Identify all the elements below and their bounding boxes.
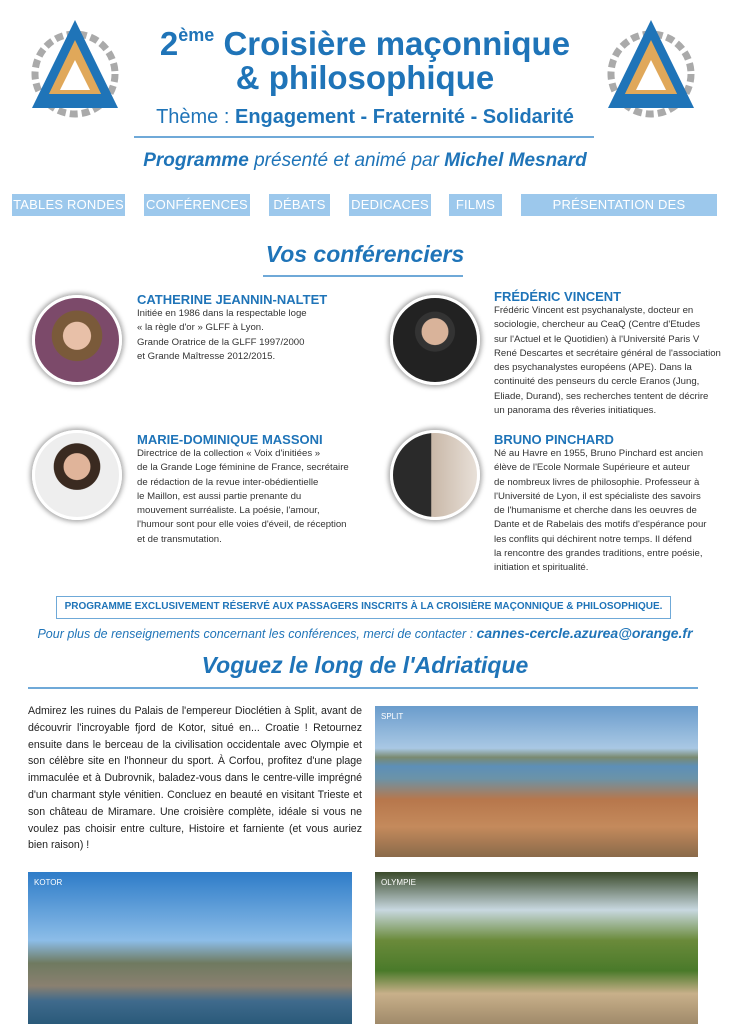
bio-line: « la règle d'or » GLFF à Lyon. [137,322,264,334]
speakers-title: Vos conférenciers [265,241,465,267]
photo-label: KOTOR [34,878,63,887]
bio-line: Eliade, Durand), ses recherches tentent de décrire [494,390,709,402]
programme-label: Programme [143,150,249,171]
contact-email[interactable]: cannes-cercle.azurea@orange.fr [476,625,693,641]
divider [263,275,463,277]
bio-line: Dante et de Rabelais des motifs d'espérance pour [494,519,707,531]
title-text: Croisière maçonnique [223,25,571,62]
photo-split [375,706,698,857]
nav-escales[interactable]: PRÉSENTATION DES ESCALES [521,194,717,216]
speaker-card [494,289,730,418]
speaker-bio [137,447,369,547]
nav-debats[interactable]: DÉBATS [269,194,330,216]
photo-kotor [28,872,352,1024]
speaker-bio [137,307,367,364]
bio-line: mouvement surréaliste. La poésie, l'amour, [137,505,320,517]
bio-line: et Grande Maîtresse 2012/2015. [137,350,276,362]
bio-line: Initiée en 1986 dans la respectable loge [137,308,307,319]
photo-label: SPLIT [381,712,404,721]
bio-line: Grande Oratrice de la GLFF 1997/2000 [137,336,305,348]
bio-line: continuité des penseurs du cercle Eranos (Jung, [494,376,700,388]
bio-line: la rencontre des grandes traditions, entre poésie, [494,548,703,560]
speaker-photo [32,430,122,520]
programme-text: présenté et animé par [248,150,445,171]
speaker-card [137,292,367,364]
speaker-name: MARIE-DOMINIQUE MASSONI [137,432,323,447]
photo-label: OLYMPIE [381,878,416,887]
bio-line: de rédaction de la revue inter-obédientielle [137,476,319,488]
theme [0,106,730,129]
nav-conferences[interactable]: CONFÉRENCES [144,194,250,216]
title-number: 2 [159,25,179,62]
bio-line: Frédéric Vincent est psychanalyste, docteur en [494,305,694,316]
title-sup: ème [178,25,215,45]
speaker-bio [494,447,730,576]
theme-text: Engagement - Fraternité - Solidarité [234,106,574,128]
programme-line [0,150,730,172]
bio-line: un panorama des rêveries initiatiques. [494,405,657,417]
bio-line: René Descartes et secrétaire général de l'association [494,347,721,359]
speaker-card [494,432,730,576]
divider [28,687,698,689]
bio-line: de l'humanisme et cherche dans les oeuvres de [494,505,697,517]
bio-line: des psychanalystes européens (APE). Dans la [494,362,692,374]
photo-olympie [375,872,698,1024]
title-line1 [0,15,730,64]
speaker-bio [494,304,730,418]
speaker-photo [390,295,480,385]
notice-box: PROGRAMME EXCLUSIVEMENT RÉSERVÉ AUX PASSAGERS INSCRITS À LA CROISIÈRE MAÇONNIQUE & PHILOSOPHIQUE. [56,596,671,619]
bio-line: et de transmutation. [137,533,222,545]
bio-line: élève de l'Ecole Normale Supérieure et auteur [494,462,690,474]
bio-line: le Maillon, est aussi partie prenante du [137,490,302,502]
speaker-card [137,432,369,547]
speaker-photo [32,295,122,385]
bio-line: de la Grande Loge féminine de France, secrétaire [137,462,349,474]
nav-dedicaces[interactable]: DEDICACES [349,194,431,216]
bio-line: l'Université de Lyon, il est spécialiste des savoirs [494,490,701,502]
host-name: Michel Mesnard [444,150,587,171]
speaker-name: BRUNO PINCHARD [494,432,614,447]
bio-line: les conflits qui déchirent notre temps. Il défend [494,533,692,545]
adriatic-text: Admirez les ruines du Palais de l'empereur Dioclétien à Split, avant de découvrir l'incroyable fjord de Kotor, situé en... Croatie ! Retournez ensuite dans le berceau de la civilisation occidentale avec Olympie et son célèbre site en l'honneur du sport. À Corfou, profitez d'une plage immaculée et à Dubrovnik, baladez-vous dans le centre-ville imprégné d'un charmant style vénitien. Concluez en beauté en visitant Trieste et son château de Miramare. Une croisière complète, idéale si vous ne voulez pas choisir entre culture, Histoire et farniente (et vous auriez bien raison) ! [28,705,362,852]
contact-line [0,625,730,641]
speaker-name: FRÉDÉRIC VINCENT [494,289,622,304]
bio-line: Né au Havre en 1955, Bruno Pinchard est ancien [494,448,704,459]
contact-text: Pour plus de renseignements concernant les conférences, merci de contacter : [37,627,477,641]
bio-line: l'humour sont pour elle voies d'éveil, de réception [137,519,347,531]
bio-line: sur l'Actuel et le Quotidien) à l'Université Paris V [494,333,700,345]
theme-prefix: Thème : [156,106,230,128]
nav-tables-rondes[interactable]: TABLES RONDES [12,194,125,216]
bio-line: Directrice de la collection « Voix d'initiées » [137,448,321,459]
bio-line: sociologie, chercheur au CeaQ (Centre d'Etudes [494,319,701,331]
divider [134,136,594,138]
bio-line: initiation et spiritualité. [494,562,589,574]
speaker-name: CATHERINE JEANNIN-NALTET [137,292,328,307]
title-line2: & philosophique [235,59,495,96]
nav-films[interactable]: FILMS [449,194,502,216]
speaker-photo [390,430,480,520]
bio-line: de nombreux livres de philosophie. Professeur à [494,476,700,488]
adriatic-title: Voguez le long de l'Adriatique [201,652,529,678]
